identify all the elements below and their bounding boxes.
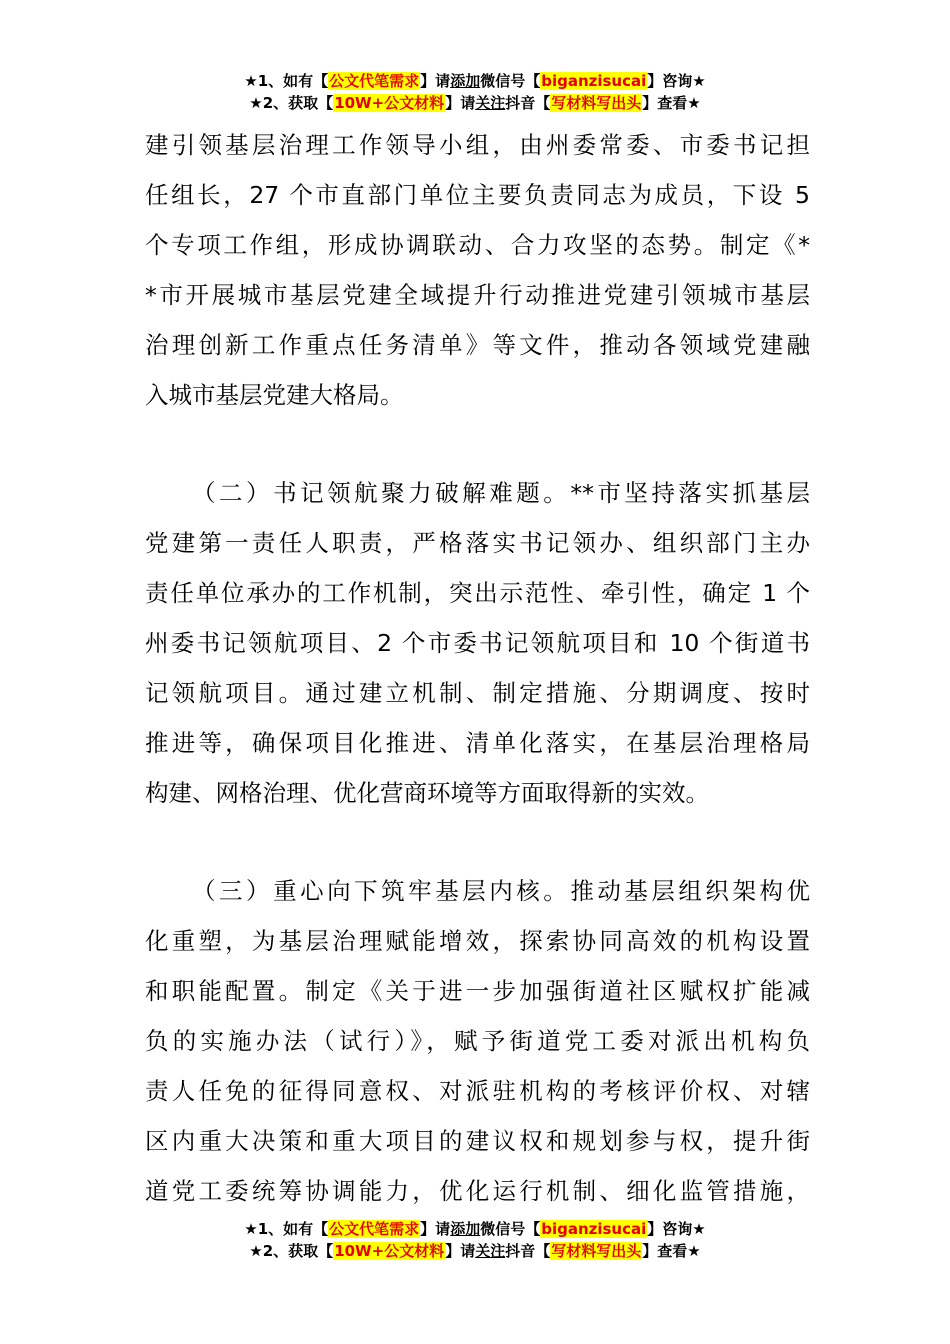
- footer-banner: [0, 1218, 950, 1262]
- text-line: 党建第一责任人职责，严格落实书记领办、组织部门主办: [145, 529, 810, 557]
- text-line: *市开展城市基层党建全域提升行动推进党建引领城市基层: [145, 281, 810, 309]
- banner-line-1: ★1、如有【公文代笔需求】请添加微信号【biganzisucai】咨询★: [244, 72, 706, 90]
- text-line: 州委书记领航项目、2 个市委书记领航项目和 10 个街道书: [145, 629, 810, 657]
- banner-line-1: ★1、如有【公文代笔需求】请添加微信号【biganzisucai】咨询★: [244, 1220, 706, 1238]
- highlight-materials: 10W+公文材料: [334, 1242, 445, 1260]
- text-line: （二）书记领航聚力破解难题。**市坚持落实抓基层: [192, 479, 810, 507]
- text-line: 责人任免的征得同意权、对派驻机构的考核评价权、对辖: [145, 1077, 810, 1105]
- text-line: 入城市基层党建大格局。: [145, 381, 404, 409]
- text-line: 区内重大决策和重大项目的建议权和规划参与权，提升街: [145, 1127, 810, 1155]
- banner-line-2: ★2、获取【10W+公文材料】请关注抖音【写材料写出头】查看★: [249, 94, 701, 112]
- text-line: 化重塑，为基层治理赋能增效，探索协同高效的机构设置: [145, 927, 810, 955]
- highlight-wechat-id: biganzisucai: [541, 1220, 647, 1238]
- text-line: 道党工委统筹协调能力，优化运行机制、细化监管措施，: [145, 1177, 810, 1205]
- text-line: 建引领基层治理工作领导小组，由州委常委、市委书记担: [145, 131, 810, 159]
- text-line: 构建、网格治理、优化营商环境等方面取得新的实效。: [145, 779, 709, 807]
- text-line: 和职能配置。制定《关于进一步加强街道社区赋权扩能减: [145, 977, 810, 1005]
- paragraph-2: [145, 468, 810, 818]
- header-banner: [0, 70, 950, 114]
- text-line: 责任单位承办的工作机制，突出示范性、牵引性，确定 1 个: [145, 579, 810, 607]
- highlight-douyin: 写材料写出头: [551, 94, 642, 112]
- text-line: （三）重心向下筑牢基层内核。推动基层组织架构优: [192, 877, 810, 905]
- text-line: 治理创新工作重点任务清单》等文件，推动各领域党建融: [145, 331, 810, 359]
- highlight-materials: 10W+公文材料: [334, 94, 445, 112]
- highlight-ghostwriting: 公文代笔需求: [329, 72, 420, 90]
- text-line: 负的实施办法（试行）》，赋予街道党工委对派出机构负: [145, 1027, 810, 1055]
- highlight-ghostwriting: 公文代笔需求: [329, 1220, 420, 1238]
- text-line: 推进等，确保项目化推进、清单化落实，在基层治理格局: [145, 729, 810, 757]
- text-line: 任组长，27 个市直部门单位主要负责同志为成员，下设 5: [145, 181, 810, 209]
- text-line: 记领航项目。通过建立机制、制定措施、分期调度、按时: [145, 679, 810, 707]
- highlight-wechat-id: biganzisucai: [541, 72, 647, 90]
- paragraph-1: [145, 120, 810, 420]
- paragraph-3: [145, 866, 810, 1216]
- highlight-douyin: 写材料写出头: [551, 1242, 642, 1260]
- text-line: 个专项工作组，形成协调联动、合力攻坚的态势。制定《*: [145, 231, 810, 259]
- banner-line-2: ★2、获取【10W+公文材料】请关注抖音【写材料写出头】查看★: [249, 1242, 701, 1260]
